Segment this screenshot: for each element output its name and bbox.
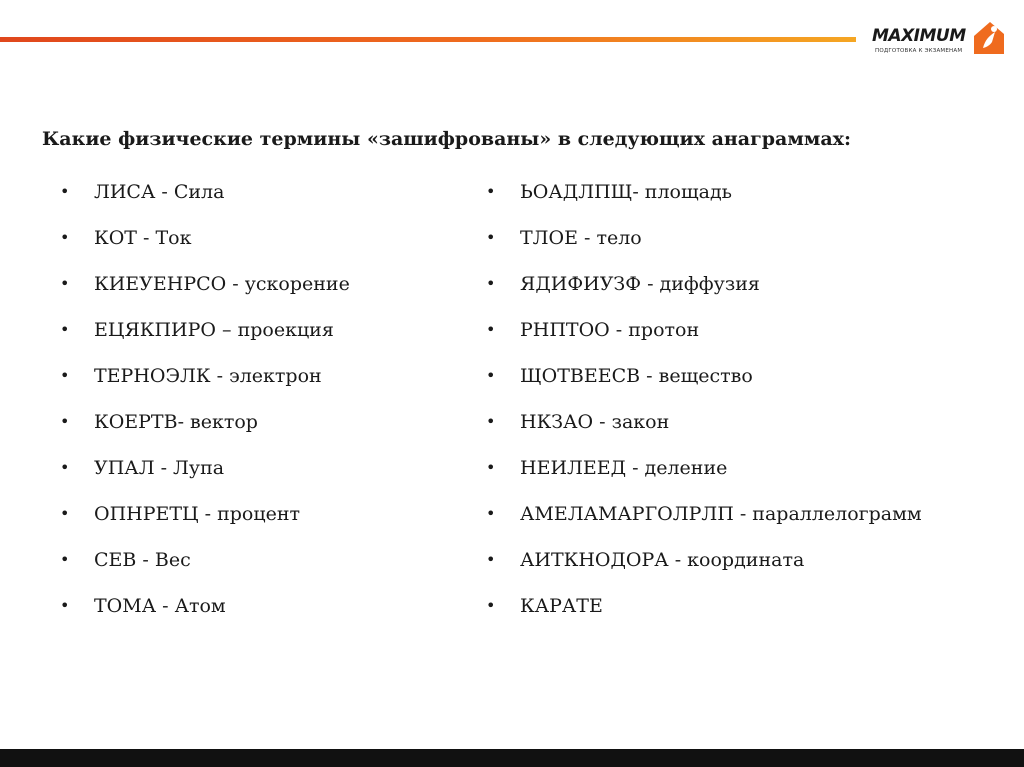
list-item <box>60 264 350 310</box>
bullet-icon: • <box>486 504 496 523</box>
list-item-text: КОЕРТВ- вектор <box>94 411 258 433</box>
list-item <box>486 356 922 402</box>
bullet-icon: • <box>486 320 496 339</box>
page-title: Какие физические термины «зашифрованы» в следующих анаграммах: <box>42 128 852 150</box>
logo-house-icon <box>970 20 1006 56</box>
bullet-icon: • <box>486 228 496 247</box>
bullet-icon: • <box>486 596 496 615</box>
list-item <box>486 540 922 586</box>
list-item <box>486 172 922 218</box>
bullet-icon: • <box>60 366 70 385</box>
list-item <box>60 356 350 402</box>
list-item-text: ТЛОЕ - тело <box>520 227 642 249</box>
list-item <box>60 448 350 494</box>
top-accent-bar <box>0 37 856 42</box>
list-item-text: КИЕУЕНРСО - ускорение <box>94 273 350 295</box>
list-item-text: АМЕЛАМАРГОЛРЛП - параллелограмм <box>520 503 922 525</box>
bullet-icon: • <box>486 182 496 201</box>
bullet-icon: • <box>60 412 70 431</box>
anagram-list-right <box>486 172 922 632</box>
list-item <box>60 540 350 586</box>
bullet-icon: • <box>60 320 70 339</box>
bullet-icon: • <box>486 274 496 293</box>
bullet-icon: • <box>60 274 70 293</box>
list-item <box>486 264 922 310</box>
list-item <box>60 402 350 448</box>
bullet-icon: • <box>60 458 70 477</box>
list-item-text: УПАЛ - Лупа <box>94 457 225 479</box>
maximum-logo <box>872 18 1012 64</box>
list-item <box>486 448 922 494</box>
list-item <box>60 218 350 264</box>
list-item <box>60 310 350 356</box>
list-item <box>60 586 350 632</box>
list-item-text: АИТКНОДОРА - координата <box>520 549 805 571</box>
list-item-text: ЯДИФИУЗФ - диффузия <box>520 273 760 295</box>
logo-tagline: ПОДГОТОВКА К ЭКЗАМЕНАМ <box>875 48 963 54</box>
list-item <box>486 402 922 448</box>
list-item <box>486 218 922 264</box>
list-item <box>486 310 922 356</box>
list-item <box>60 172 350 218</box>
list-item-text: РНПТОО - протон <box>520 319 700 341</box>
list-item-text: КОТ - Ток <box>94 227 192 249</box>
list-item <box>486 586 922 632</box>
bullet-icon: • <box>60 596 70 615</box>
bottom-bar <box>0 749 1024 767</box>
bullet-icon: • <box>486 366 496 385</box>
list-item-text: НЕИЛЕЕД - деление <box>520 457 728 479</box>
list-item-text: ОПНРЕТЦ - процент <box>94 503 301 525</box>
bullet-icon: • <box>60 228 70 247</box>
list-item-text: КАРАТЕ <box>520 595 603 617</box>
anagram-list-left <box>60 172 350 632</box>
list-item-text: ЬОАДЛПЩ- площадь <box>520 181 732 203</box>
bullet-icon: • <box>60 182 70 201</box>
bullet-icon: • <box>60 504 70 523</box>
bullet-icon: • <box>486 412 496 431</box>
bullet-icon: • <box>60 550 70 569</box>
bullet-icon: • <box>486 458 496 477</box>
list-item <box>486 494 922 540</box>
list-item-text: ТЕРНОЭЛК - электрон <box>94 365 322 387</box>
list-item-text: ЩОТВЕЕСВ - вещество <box>520 365 753 387</box>
list-item-text: ЕЦЯКПИРО – проекция <box>94 319 334 341</box>
bullet-icon: • <box>486 550 496 569</box>
list-item-text: ЛИСА - Сила <box>94 181 225 203</box>
list-item-text: НКЗАО - закон <box>520 411 670 433</box>
list-item-text: СЕВ - Вес <box>94 549 191 571</box>
logo-wordmark: MAXIMUM <box>872 26 966 46</box>
list-item <box>60 494 350 540</box>
list-item-text: ТОМА - Атом <box>94 595 226 617</box>
